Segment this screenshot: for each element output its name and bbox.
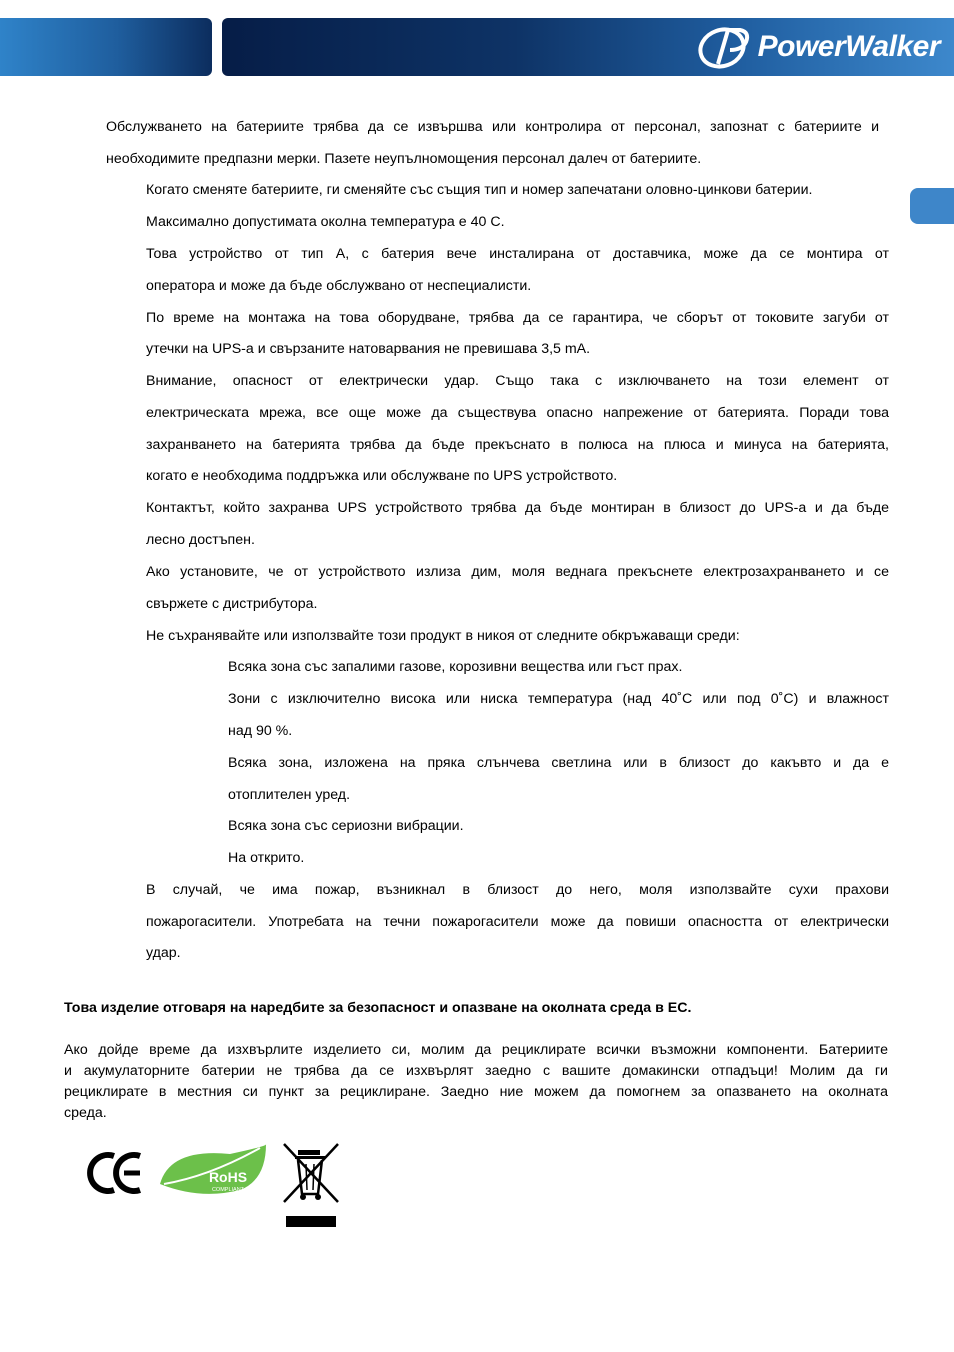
header-bar-left bbox=[0, 18, 212, 76]
recycle-line: рециклирате в местния си пункт за рециклиране. Заедно ние можем да помогнем за опазването на околната bbox=[64, 1084, 888, 1100]
paragraph-line: Максимално допустимата околна температура е 40 C. bbox=[146, 214, 505, 230]
brand-logo bbox=[696, 22, 940, 72]
paragraph-line: пожарогасители. Употребата на течни пожарогасители може да повиши опасността от електрически bbox=[146, 914, 889, 930]
certification-marks bbox=[80, 1140, 360, 1230]
powerwalker-logo-icon bbox=[696, 24, 752, 70]
paragraph-line: Внимание, опасност от електрически удар. Също така с изключването на този елемент от bbox=[146, 373, 889, 389]
list-item: Зони с изключително висока или ниска температура (над 40˚C или под 0˚C) и влажност bbox=[228, 691, 889, 707]
list-item: На открито. bbox=[228, 850, 305, 866]
rohs-compliant-icon bbox=[160, 1144, 266, 1194]
paragraph-line: Това устройство от тип А, с батерия вече инсталирана от доставчика, може да се монтира от bbox=[146, 246, 889, 262]
svg-text:COMPLIANT: COMPLIANT bbox=[211, 1187, 245, 1193]
list-item: над 90 %. bbox=[228, 723, 293, 739]
paragraph-line: захранването на батерията трябва да бъде прекъснато в полюса на плюса и минуса на батерията, bbox=[146, 437, 889, 453]
paragraph-line: По време на монтажа на това оборудване, трябва да се гарантира, че сборът от токовите загуби от bbox=[146, 310, 889, 326]
weee-bin-icon bbox=[284, 1144, 338, 1227]
paragraph-line: В случай, че има пожар, възникнал в близост до него, моля използвайте сухи прахови bbox=[146, 882, 889, 898]
brand-name: PowerWalker bbox=[757, 30, 940, 63]
list-item: отоплителен уред. bbox=[228, 787, 351, 803]
compliance-heading: Това изделие отговаря на наредбите за безопасност и опазване на околната среда в ЕС. bbox=[64, 1000, 692, 1016]
paragraph-line: Когато сменяте батериите, ги сменяйте със същия тип и номер запечатани оловно-цинкови батерии. bbox=[146, 182, 813, 198]
language-tab[interactable] bbox=[910, 188, 954, 224]
ce-mark-icon bbox=[90, 1155, 140, 1191]
list-item: Всяка зона със запалими газове, корозивни вещества или гъст прах. bbox=[228, 659, 683, 675]
paragraph-line: удар. bbox=[146, 945, 181, 961]
paragraph-line: оператора и може да бъде обслужвано от неспециалисти. bbox=[146, 278, 532, 294]
recycle-line: и акумулаторните батерии не трябва да се изхвърлят заедно с вашите домакински отпадъци! Молим да ги bbox=[64, 1063, 888, 1079]
paragraph-line: електрическата мрежа, все още може да съществува опасно напрежение от батерията. Поради това bbox=[146, 405, 889, 421]
page-header bbox=[0, 0, 954, 80]
paragraph-line: когато е необходима поддръжка или обслужване по UPS устройството. bbox=[146, 468, 618, 484]
paragraph-line: Обслужването на батериите трябва да се извършва или контролира от персонал, запознат с батериите и bbox=[106, 119, 879, 135]
list-item: Всяка зона, изложена на пряка слънчева светлина или в близост до какъвто и да е bbox=[228, 755, 889, 771]
paragraph-line: лесно достъпен. bbox=[146, 532, 255, 548]
paragraph-line: утечки на UPS-а и свързаните натоварвания не превишава 3,5 mA. bbox=[146, 341, 591, 357]
paragraph-line: свържете с дистрибутора. bbox=[146, 596, 318, 612]
svg-text:RoHS: RoHS bbox=[208, 1169, 248, 1185]
recycle-line: Ако дойде време да изхвърлите изделието си, молим да рециклирате всички възможни компоненти. Батериите bbox=[64, 1042, 888, 1058]
paragraph-line: Ако установите, че от устройството излиза дим, моля веднага прекъснете електрозахранването и се bbox=[146, 564, 889, 580]
paragraph-line: необходимите предпазни мерки. Пазете неупълномощения персонал далеч от батериите. bbox=[106, 151, 702, 167]
list-item: Всяка зона със сериозни вибрации. bbox=[228, 818, 464, 834]
recycle-line: среда. bbox=[64, 1105, 107, 1121]
paragraph-line: Контактът, който захранва UPS устройството трябва да бъде монтиран в близост до UPS-а и да бъде bbox=[146, 500, 889, 516]
paragraph-line: Не съхранявайте или използвайте този продукт в никоя от следните обкръжаващи среди: bbox=[146, 628, 740, 644]
